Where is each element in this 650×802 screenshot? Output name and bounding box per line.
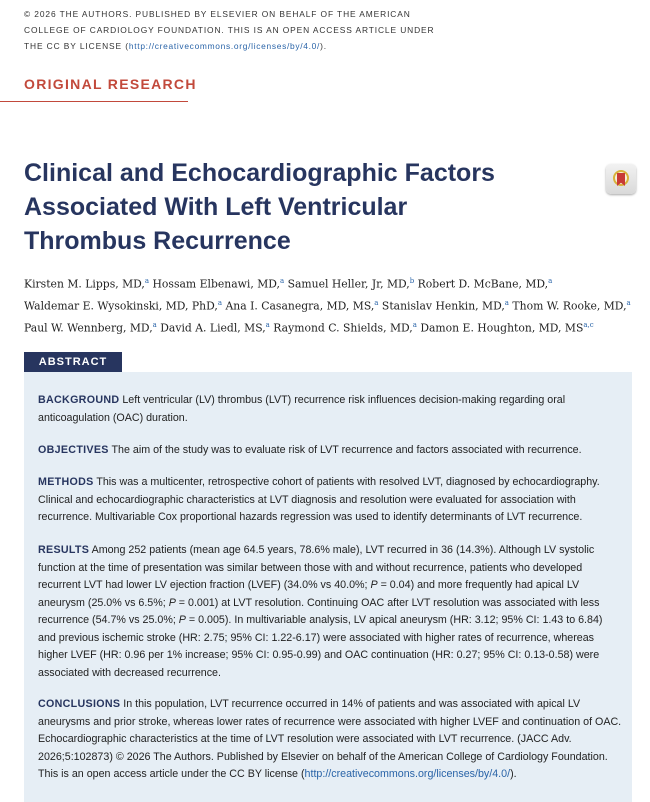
results-text: = 0.005). In multivariable analysis, LV apical aneurysm (HR: 3.12; 95% CI: 1.43 to 6.84) and previous ischemic stroke (HR: 2.75; 95% CI: 1.22-6.17) were associated with higher rates of recurrence, whereas higher LVEF (HR: 0.96 per 1% increase; 95% CI: 0.95-0.99) and OAC continuation (HR: 0.27; 95% CI: 0.13-0.58) were associated with decreased recurrence. <box>38 614 603 679</box>
affiliation-sup[interactable]: a,c <box>583 321 594 330</box>
title-line-3: Thrombus Recurrence <box>24 227 291 255</box>
p-value-symbol: P <box>178 614 186 626</box>
background-text: Left ventricular (LV) thrombus (LVT) recurrence risk influences decision-making regarding oral anticoagulation (OAC) duration. <box>38 394 566 424</box>
author-name: Hossam Elbenawi, MD, <box>152 277 280 291</box>
license-link[interactable]: http://creativecommons.org/licenses/by/4.0/ <box>128 41 321 51</box>
methods-text: This was a multicenter, retrospective cohort of patients with resolved LVT, diagnosed by echocardiography. Clinical and echocardiographic characteristics at LVT diagnosis and resolution were evaluated for association with recurrence. Multivariable Cox proportional hazards regression was used to identify determinants of LVT recurrence. <box>38 476 600 523</box>
affiliation-sup[interactable]: a <box>504 299 509 308</box>
author-name: Samuel Heller, Jr, MD, <box>287 277 410 291</box>
abstract-results <box>38 542 623 682</box>
affiliation-sup[interactable]: b <box>409 277 415 285</box>
author-name: Kirsten M. Lipps, MD, <box>24 277 145 291</box>
results-text: = 0.04) and more frequently had apical LV aneurysm (25.0% vs 6.5%; <box>38 579 580 609</box>
author-name: David A. Liedl, MS, <box>160 321 266 335</box>
abstract-conclusions <box>38 696 623 784</box>
p-value-symbol: P <box>370 579 378 591</box>
results-text: Among 252 patients (mean age 64.5 years, 78.6% male), LVT recurred in 36 (14.3%). Although LV systolic function at the time of presentation was similar between those with and without recurrence, patients who developed recurrent LVT had lower LV ejection fraction (LVEF) (34.0% vs 40.0%; <box>38 544 595 591</box>
author-name: Paul W. Wennberg, MD, <box>24 321 153 335</box>
title-line-2: Associated With Left Ventricular <box>24 193 408 221</box>
abstract-heading: ABSTRACT <box>24 352 122 372</box>
affiliation-sup[interactable]: a <box>217 299 223 308</box>
section-label: ORIGINAL RESEARCH <box>24 76 197 92</box>
license-suffix: ). <box>320 41 327 51</box>
abstract-background <box>38 392 623 427</box>
affiliation-sup[interactable]: a <box>412 321 417 330</box>
results-label: RESULTS <box>38 544 90 556</box>
license-notice <box>24 6 624 54</box>
affiliation-sup[interactable]: a <box>374 299 379 308</box>
author-list <box>24 272 634 338</box>
license-line-3 <box>24 38 624 54</box>
author-name: Waldemar E. Wysokinski, MD, PhD, <box>24 299 218 313</box>
results-text: = 0.001) at LVT resolution. Continuing OAC after LVT resolution was associated with less recurrence (54.7% vs 25.0%; <box>38 596 600 626</box>
affiliation-sup[interactable]: a <box>265 321 270 330</box>
author-name: Ana I. Casanegra, MD, MS, <box>225 299 375 313</box>
title-line-1: Clinical and Echocardiographic Factors <box>24 159 495 187</box>
affiliation-sup[interactable]: a <box>548 277 553 285</box>
author-name: Damon E. Houghton, MD, MS <box>420 321 584 335</box>
objectives-label: OBJECTIVES <box>38 444 109 456</box>
license-line-1: © 2026 THE AUTHORS. PUBLISHED BY ELSEVIER ON BEHALF OF THE AMERICAN <box>24 9 411 19</box>
abstract-objectives <box>38 442 623 460</box>
conclusions-suffix: ). <box>510 768 517 780</box>
affiliation-sup[interactable]: a <box>626 299 631 308</box>
affiliation-sup[interactable]: a <box>144 277 150 285</box>
conclusions-text: In this population, LVT recurrence occurred in 14% of patients and was associated with apical LV aneurysms and prior stroke, whereas lower rates of recurrence were associated with higher LVEF and continuation of OAC. Echocardiographic characteristics at the time of LVT resolution were associated with LVT recurrence. (JACC Adv. 2026;5:102873) © 2026 The Authors. Published by Elsevier on behalf of the American College of Cardiology Foundation. This is an open access article under the CC BY license ( <box>38 698 622 780</box>
author-name: Robert D. McBane, MD, <box>417 277 549 291</box>
abstract-methods <box>38 474 623 527</box>
objectives-text: The aim of the study was to evaluate risk of LVT recurrence and factors associated with recurrence. <box>111 444 582 456</box>
author-name: Thom W. Rooke, MD, <box>512 299 627 313</box>
conclusions-license-link[interactable]: http://creativecommons.org/licenses/by/4.0/ <box>304 768 511 780</box>
p-value-symbol: P <box>168 596 176 609</box>
bookmark-ribbon-icon[interactable] <box>606 164 636 194</box>
author-name: Stanislav Henkin, MD, <box>381 299 505 313</box>
conclusions-label: CONCLUSIONS <box>38 698 121 710</box>
section-divider <box>0 101 188 102</box>
author-name: Raymond C. Shields, MD, <box>273 321 413 335</box>
methods-label: METHODS <box>38 476 94 488</box>
article-title <box>24 156 584 258</box>
license-prefix: THE CC BY LICENSE ( <box>24 41 129 51</box>
background-label: BACKGROUND <box>38 394 120 406</box>
affiliation-sup[interactable]: a <box>152 321 157 330</box>
affiliation-sup[interactable]: a <box>279 277 285 285</box>
license-line-2: COLLEGE OF CARDIOLOGY FOUNDATION. THIS IS AN OPEN ACCESS ARTICLE UNDER <box>24 25 435 35</box>
